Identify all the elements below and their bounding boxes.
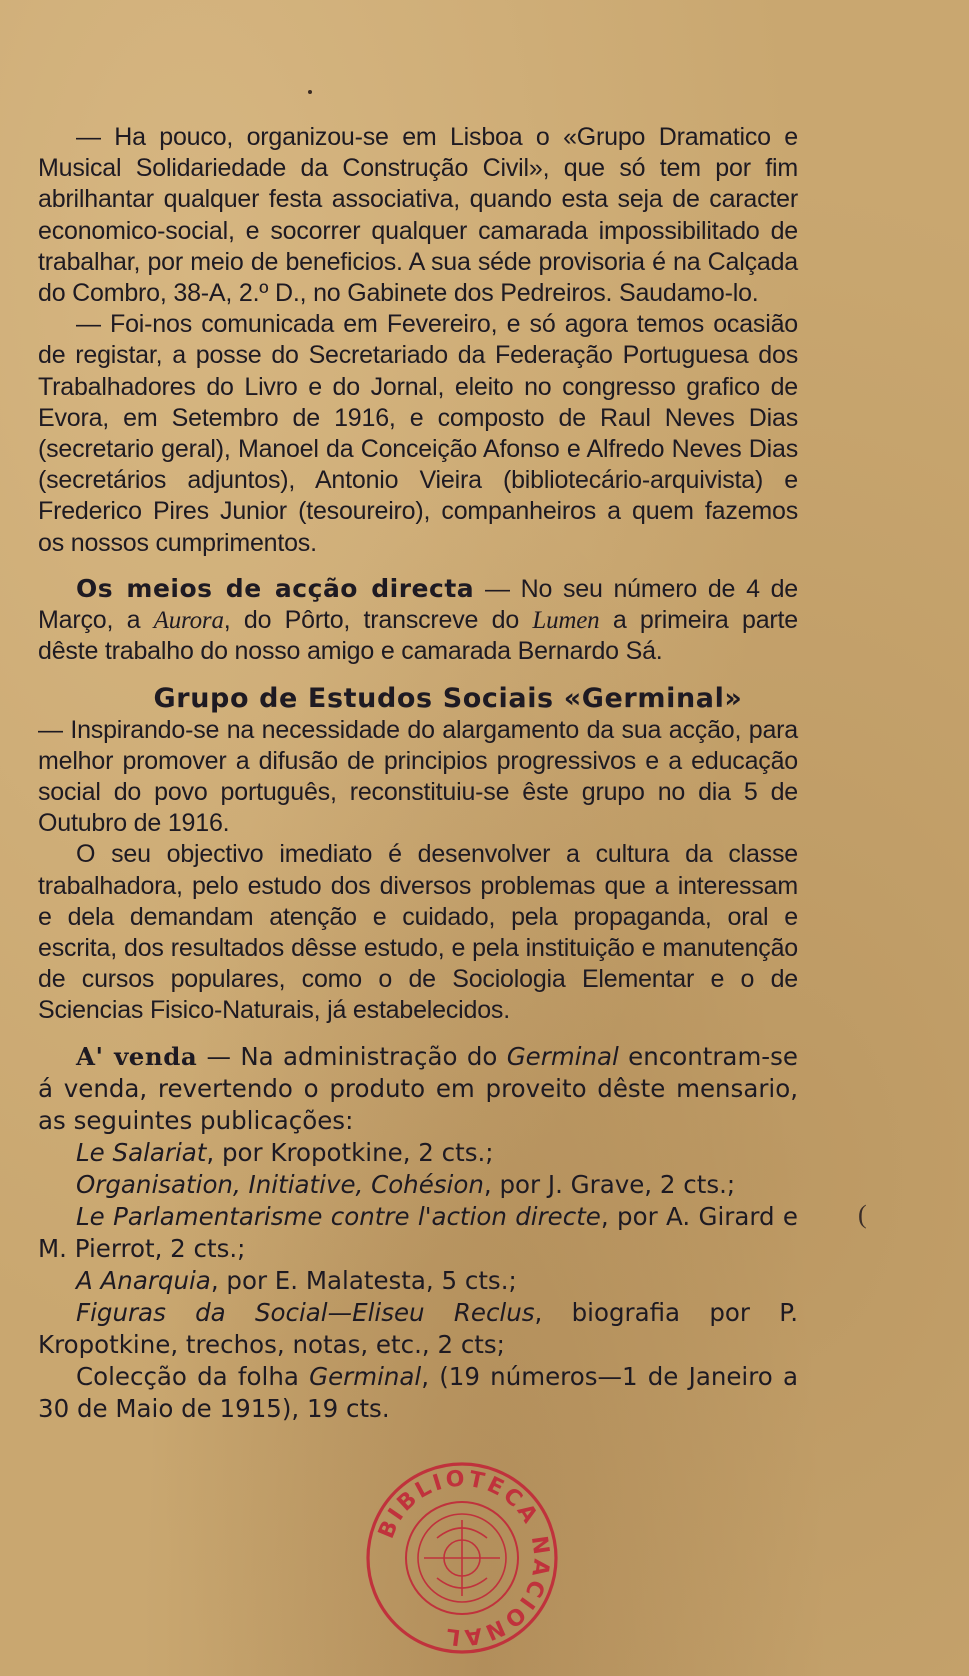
publication-colecao [38, 1361, 798, 1425]
publication-list [38, 1137, 798, 1361]
paragraph-venda [38, 1041, 798, 1137]
publication-item [38, 1297, 798, 1361]
meios-text-pre: — No seu número de 4 de Março, a [38, 574, 799, 635]
publication-details: , por Kropotkine, 2 cts.; [206, 1137, 494, 1167]
stamp-text: BIBLIOTECA NACIONAL [374, 1466, 554, 1650]
venda-section [38, 1041, 798, 1425]
publication-title: A Anarquia [76, 1265, 211, 1295]
meios-lumen: Lumen [532, 607, 600, 635]
venda-text-post: encontram-se á venda, revertendo o produto em proveito dêste mensario, as seguintes publicações: [38, 1041, 798, 1135]
publication-details: , por E. Malatesta, 5 cts.; [210, 1265, 517, 1295]
colecao-title: Germinal [309, 1361, 422, 1391]
publication-item [38, 1169, 798, 1201]
paragraph-grupo-germinal-2: O seu objectivo imediato é desenvolver a cultura da classe trabalhadora, pelo estudo dos diversos problemas que a interessam e dela demandam atenção e cuidado, pela propaganda, oral e escrita, dos resultados dêsse estudo, e pela instituição e manutenção de cursos populares, como o de Sociologia Elementar e o de Sciencias Fisico-Naturais, já estabelecidos. [38, 840, 798, 1025]
paragraph-grupo-germinal-1: — Inspirando-se na necessidade do alargamento da sua acção, para melhor promover a difusão de principios progressivos e a educação social do povo português, reconstituiu-se êste grupo no dia 5 de Outubro de 1916. [38, 715, 798, 838]
margin-mark: ( [858, 1200, 867, 1229]
publication-item [38, 1137, 798, 1169]
publication-item [38, 1201, 798, 1265]
speck [308, 90, 312, 94]
meios-text-mid: , do Pôrto, transcreve do [223, 606, 533, 635]
meios-aurora: Aurora [153, 607, 224, 635]
venda-heading: A' venda [76, 1041, 198, 1071]
paragraph-meios-accao [38, 573, 798, 668]
publication-title: Le Salariat [76, 1137, 207, 1167]
biblioteca-nacional-stamp [362, 1458, 562, 1658]
meios-text-post: a primeira parte dêste trabalho do nosso amigo e camarada Bernardo Sá. [38, 606, 798, 666]
colecao-rest: , (19 números—1 de Janeiro a 30 de Maio de 1915), 19 cts. [38, 1361, 798, 1423]
colecao-pre: Colecção da folha [76, 1361, 310, 1391]
publication-details: , por A. Girard e M. Pierrot, 2 cts.; [38, 1201, 798, 1263]
stamp-emblem [424, 1520, 500, 1596]
venda-text-pre: — Na administração do [197, 1041, 507, 1071]
publication-title: Le Parlamentarisme contre l'action directe [76, 1201, 601, 1231]
publication-title: Figuras da Social—Eliseu Reclus [76, 1297, 535, 1327]
publication-details: , por J. Grave, 2 cts.; [483, 1169, 736, 1199]
venda-germinal: Germinal [506, 1041, 619, 1071]
publication-title: Organisation, Initiative, Cohésion [76, 1169, 484, 1199]
meios-heading: Os meios de acção directa [76, 573, 475, 603]
paragraph-federacao: — Foi-nos comunicada em Fevereiro, e só agora temos ocasião de registar, a posse do Secretariado da Federação Portuguesa dos Trabalhadores do Livro e do Jornal, eleito no congresso grafico de Evora, em Setembro de 1916, e composto de Raul Neves Dias (secretario geral), Manoel da Conceição Afonso e Alfredo Neves Dias (secretários adjuntos), Antonio Vieira (bibliotecário-arquivista) e Frederico Pires Junior (tesoureiro), companheiros a quem fazemos os nossos cumprimentos. [38, 310, 798, 557]
text-column [38, 122, 798, 1425]
publication-details: , biografia por P. Kropotkine, trechos, notas, etc., 2 cts; [38, 1297, 798, 1359]
grupo-germinal-title: Grupo de Estudos Sociais «Germinal» [153, 683, 743, 715]
paragraph-grupo-dramatico: — Ha pouco, organizou-se em Lisboa o «Grupo Dramatico e Musical Solidariedade da Construção Civil», que só tem por fim abrilhantar qualquer festa associativa, quando esta seja de caracter economico-social, e socorrer qualquer camarada impossibilitado de trabalhar, por meio de beneficios. A sua séde provisoria é na Calçada do Combro, 38-A, 2.º D., no Gabinete dos Pedreiros. Saudamo-lo. [38, 123, 798, 308]
publication-item [38, 1265, 798, 1297]
